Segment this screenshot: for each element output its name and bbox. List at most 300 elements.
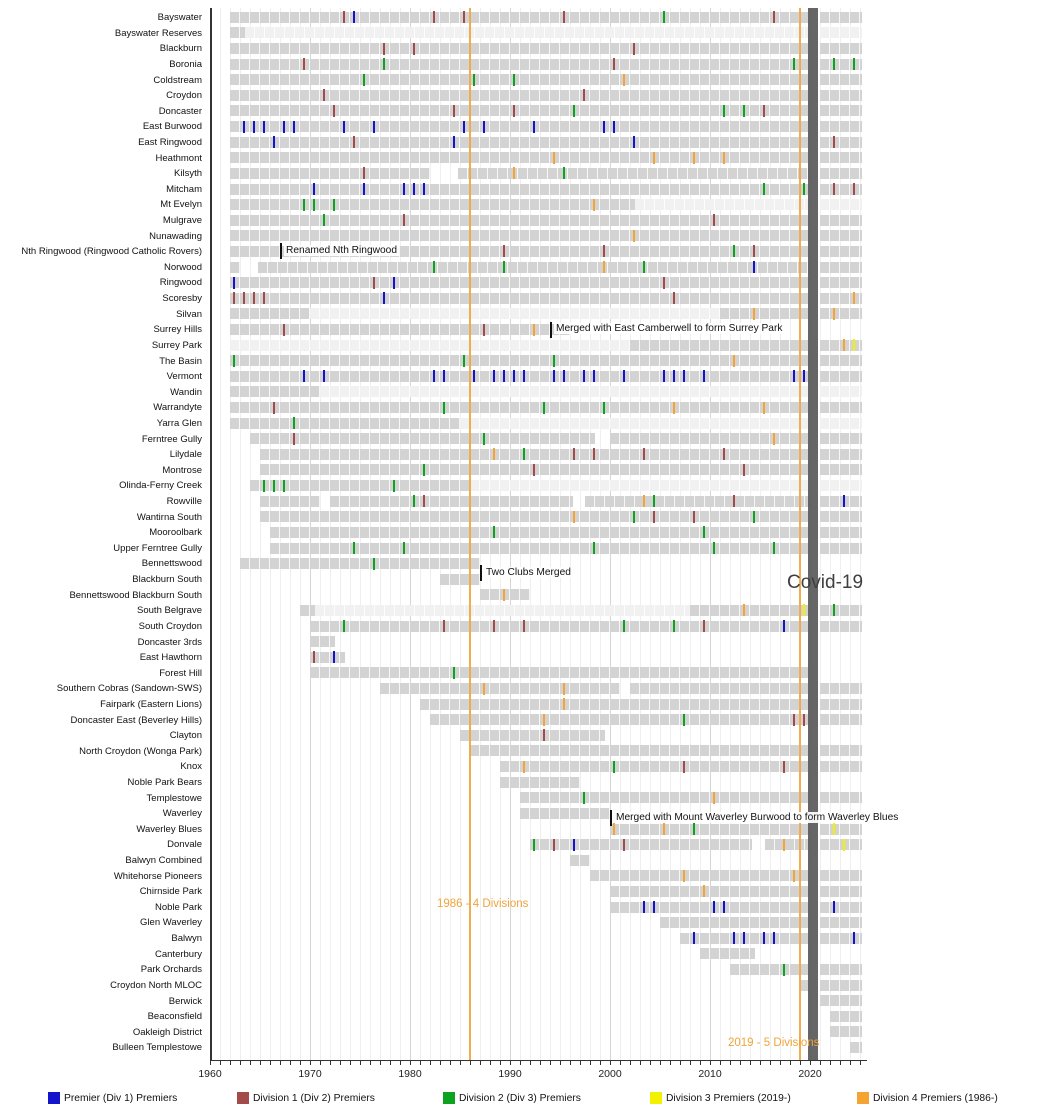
premiership-mark [413, 495, 415, 507]
premiership-mark [453, 136, 455, 148]
premiership-mark [633, 43, 635, 55]
premiership-mark [543, 729, 545, 741]
axis-tick [850, 1061, 851, 1065]
premiership-mark [293, 121, 295, 133]
axis-tick [240, 1061, 241, 1065]
premiership-mark [573, 511, 575, 523]
club-bar-segment [700, 948, 755, 959]
club-bar-segment [610, 902, 810, 913]
club-bar-segment [630, 340, 810, 351]
premiership-mark [673, 402, 675, 414]
club-label: Forest Hill [159, 667, 202, 679]
premiership-mark [633, 511, 635, 523]
club-bar-segment [820, 980, 862, 991]
premiership-mark [293, 417, 295, 429]
premiership-mark [723, 152, 725, 164]
axis-tick [840, 1061, 841, 1065]
club-bar-segment [230, 277, 810, 288]
club-bar-segment-ghost [320, 386, 810, 397]
axis-tick [740, 1061, 741, 1065]
club-bar-segment [230, 121, 810, 132]
premiership-mark [493, 370, 495, 382]
club-bar-segment [260, 511, 810, 522]
annotation-tick [280, 243, 282, 259]
club-label: Vermont [166, 371, 202, 383]
axis-tick [510, 1061, 511, 1065]
premiership-mark [753, 261, 755, 273]
club-bar-segment-ghost [820, 27, 862, 38]
premiership-mark [713, 792, 715, 804]
premiership-mark [333, 651, 335, 663]
club-bar-segment [230, 43, 810, 54]
club-bar-segment [260, 496, 320, 507]
club-bar-segment [820, 59, 862, 70]
club-label: Mitcham [166, 183, 202, 195]
premiership-mark [843, 495, 845, 507]
premiership-mark [753, 245, 755, 257]
club-bar-segment [820, 714, 862, 725]
premiership-mark [833, 183, 835, 195]
premiership-mark [653, 901, 655, 913]
club-label: Park Orchards [140, 964, 202, 976]
premiership-mark [243, 121, 245, 133]
premiership-mark [683, 870, 685, 882]
premiership-mark [663, 11, 665, 23]
club-bar-segment [230, 293, 810, 304]
club-label: Whitehorse Pioneers [113, 870, 202, 882]
club-label: Heathmont [155, 152, 202, 164]
premiership-mark [313, 651, 315, 663]
premiership-mark [533, 464, 535, 476]
axis-tick [660, 1061, 661, 1065]
legend-label: Premier (Div 1) Premiers [64, 1093, 178, 1104]
premiership-mark [273, 402, 275, 414]
premiership-mark [423, 183, 425, 195]
premiership-mark [803, 714, 805, 726]
premiership-mark [393, 277, 395, 289]
club-label: Waverley [162, 808, 202, 820]
premiership-mark [393, 480, 395, 492]
axis-tick [350, 1061, 351, 1065]
premiership-mark [283, 324, 285, 336]
club-bar-segment [440, 574, 480, 585]
premiership-mark [793, 370, 795, 382]
premiership-mark [673, 292, 675, 304]
premiership-mark [783, 964, 785, 976]
club-bar-segment [310, 652, 345, 663]
club-bar-segment [230, 308, 310, 319]
premiership-mark [513, 370, 515, 382]
premiership-mark [443, 402, 445, 414]
premiership-mark [773, 932, 775, 944]
club-bar-segment [850, 1042, 862, 1053]
axis-tick [540, 1061, 541, 1065]
axis-tick [520, 1061, 521, 1065]
premiership-mark [703, 526, 705, 538]
club-bar-segment [730, 964, 810, 975]
legend-swatch-3 [650, 1092, 662, 1104]
premiership-mark [283, 480, 285, 492]
premiership-mark [503, 589, 505, 601]
club-bar-segment [820, 792, 862, 803]
premiership-mark [503, 245, 505, 257]
club-bar-segment [500, 777, 580, 788]
club-label: Bayswater Reserves [114, 27, 202, 39]
premiership-mark [853, 292, 855, 304]
club-bar-segment [820, 745, 862, 756]
club-bar-segment [430, 714, 810, 725]
premiership-mark [323, 89, 325, 101]
club-bar-segment [820, 215, 862, 226]
club-label: Clayton [169, 730, 202, 742]
club-label: Olinda-Ferny Creek [119, 480, 202, 492]
premiership-mark [613, 58, 615, 70]
club-bar-segment [820, 152, 862, 163]
legend-label: Division 3 Premiers (2019-) [666, 1093, 791, 1104]
premiership-mark [833, 58, 835, 70]
premiership-mark [733, 495, 735, 507]
premiership-mark [523, 448, 525, 460]
club-bar-segment [310, 667, 810, 678]
club-label: Warrandyte [153, 402, 202, 414]
legend-swatch-2 [443, 1092, 455, 1104]
premiership-mark [663, 823, 665, 835]
premiership-mark [513, 167, 515, 179]
premiership-mark [523, 370, 525, 382]
annotation-text: Merged with East Camberwell to form Surrey Park [556, 323, 783, 334]
premiership-mark [713, 542, 715, 554]
club-bar-segment [310, 621, 810, 632]
axis-tick-label: 2000 [598, 1068, 622, 1080]
club-bar-segment [820, 761, 862, 772]
grid-line-year [230, 8, 231, 1060]
premiership-mark [363, 183, 365, 195]
club-bar-segment [820, 137, 862, 148]
club-bar-segment [520, 792, 810, 803]
axis-tick [630, 1061, 631, 1065]
premiership-mark [473, 370, 475, 382]
premiership-mark [453, 667, 455, 679]
axis-tick [260, 1061, 261, 1065]
premiership-mark [833, 136, 835, 148]
club-bar-segment [820, 886, 862, 897]
premiership-mark [413, 43, 415, 55]
club-bar-segment-ghost [230, 340, 630, 351]
club-bar-segment [820, 371, 862, 382]
club-bar-segment [230, 418, 460, 429]
premiership-mark [483, 324, 485, 336]
club-bar-segment [630, 683, 810, 694]
axis-tick-label: 1990 [498, 1068, 522, 1080]
axis-tick [320, 1061, 321, 1065]
club-bar-segment [230, 12, 810, 23]
premiership-mark [403, 542, 405, 554]
axis-tick [390, 1061, 391, 1065]
club-bar-segment [380, 683, 620, 694]
club-bar-segment [610, 886, 810, 897]
premiership-mark [773, 433, 775, 445]
club-label: Bulleen Templestowe [112, 1042, 202, 1054]
club-bar-segment [470, 745, 810, 756]
club-bar-segment [230, 355, 810, 366]
premiership-mark [473, 74, 475, 86]
axis-tick [450, 1061, 451, 1065]
club-bar-segment [585, 496, 810, 507]
premiership-mark [463, 121, 465, 133]
premiership-mark [453, 105, 455, 117]
club-bar-segment [230, 184, 810, 195]
club-bar-segment [820, 605, 862, 616]
premiership-mark [533, 324, 535, 336]
premiership-mark [783, 839, 785, 851]
premiership-mark [583, 89, 585, 101]
club-label: Waverley Blues [136, 823, 202, 835]
premiership-mark [753, 511, 755, 523]
club-label: Mooroolbark [149, 527, 202, 539]
premiership-mark [643, 448, 645, 460]
premiership-mark [733, 355, 735, 367]
club-label: Wantirna South [136, 511, 202, 523]
premiership-mark [773, 542, 775, 554]
club-label: South Belgrave [137, 605, 202, 617]
premiership-mark [263, 292, 265, 304]
club-bar-segment [820, 168, 862, 179]
club-bar-segment [240, 558, 480, 569]
premiership-mark [703, 885, 705, 897]
club-bar-segment [260, 449, 810, 460]
premiership-mark [513, 74, 515, 86]
premiership-mark [293, 433, 295, 445]
premiership-mark [303, 58, 305, 70]
axis-tick [420, 1061, 421, 1065]
premiership-mark [383, 58, 385, 70]
club-label: Blackburn [159, 43, 202, 55]
axis-tick [670, 1061, 671, 1065]
premiership-mark [483, 121, 485, 133]
premiership-mark [743, 604, 745, 616]
annotation-tick [550, 322, 552, 338]
premiership-mark [613, 823, 615, 835]
premiership-mark [663, 277, 665, 289]
club-bar-segment-ghost [470, 480, 810, 491]
premiership-mark [243, 292, 245, 304]
club-bar-segment [420, 699, 810, 710]
premiership-mark [593, 542, 595, 554]
axis-tick [480, 1061, 481, 1065]
premiership-mark [693, 932, 695, 944]
club-bar-segment [260, 464, 810, 475]
premiership-mark [563, 167, 565, 179]
premiership-mark [423, 495, 425, 507]
premiership-mark [673, 370, 675, 382]
premiership-mark [413, 183, 415, 195]
premiership-mark [613, 121, 615, 133]
club-bar-segment [830, 1026, 862, 1037]
club-bar-segment [270, 543, 810, 554]
club-bar-segment [820, 340, 862, 351]
axis-tick [430, 1061, 431, 1065]
premiership-mark [683, 761, 685, 773]
club-bar-segment [610, 433, 810, 444]
club-bar-segment [230, 90, 810, 101]
premiership-mark [563, 11, 565, 23]
legend-swatch-1 [237, 1092, 249, 1104]
premiership-mark [833, 604, 835, 616]
premiership-mark [553, 355, 555, 367]
club-bar-segment [570, 855, 590, 866]
premiership-mark [803, 604, 805, 616]
club-bar-segment [230, 199, 635, 210]
club-label: South Croydon [138, 620, 202, 632]
club-label: Croydon North MLOC [110, 979, 202, 991]
axis-tick-label: 1980 [398, 1068, 422, 1080]
premiership-mark [323, 214, 325, 226]
club-label: Noble Park Bears [127, 776, 202, 788]
premiership-mark [853, 183, 855, 195]
premiership-mark [673, 620, 675, 632]
premiership-mark [713, 214, 715, 226]
club-bar-segment [820, 496, 862, 507]
premiership-mark [683, 714, 685, 726]
club-label: Wandin [170, 386, 202, 398]
premiership-mark [753, 308, 755, 320]
club-bar-segment [230, 262, 240, 273]
era-label-1986: 1986 - 4 Divisions [437, 898, 529, 910]
axis-tick [730, 1061, 731, 1065]
era-line-2019 [799, 8, 801, 1060]
axis-tick [500, 1061, 501, 1065]
premiership-mark [763, 932, 765, 944]
premiership-mark [603, 121, 605, 133]
premiership-mark [853, 58, 855, 70]
premiership-mark [513, 105, 515, 117]
club-bar-segment [690, 605, 810, 616]
axis-tick [210, 1061, 211, 1065]
premiership-mark [503, 261, 505, 273]
premiership-mark [273, 480, 275, 492]
premiership-mark [433, 261, 435, 273]
club-bar-segment [830, 1011, 862, 1022]
covid-band [808, 8, 818, 1060]
covid-label: Covid-19 [787, 572, 864, 593]
club-bar-segment [310, 636, 335, 647]
club-bar-segment [230, 59, 810, 70]
premiership-mark [423, 464, 425, 476]
club-label: Doncaster [158, 105, 202, 117]
club-label: Montrose [162, 464, 202, 476]
club-bar-segment [820, 464, 862, 475]
premiership-mark [683, 370, 685, 382]
axis-tick [300, 1061, 301, 1065]
axis-tick [230, 1061, 231, 1065]
club-bar-segment [230, 168, 430, 179]
club-bar-segment [460, 730, 605, 741]
premiership-mark [253, 292, 255, 304]
premiership-mark [763, 105, 765, 117]
premiership-mark [803, 370, 805, 382]
premiership-mark [733, 932, 735, 944]
premiership-mark [743, 105, 745, 117]
legend-label: Division 4 Premiers (1986-) [873, 1093, 998, 1104]
era-label-2019: 2019 - 5 Divisions [728, 1037, 820, 1049]
premiership-mark [643, 901, 645, 913]
club-label: Bennettswood [141, 558, 202, 570]
club-bar-segment [230, 324, 570, 335]
club-bar-segment [820, 293, 862, 304]
club-label: Doncaster East (Beverley Hills) [70, 714, 202, 726]
club-bar-segment [820, 964, 862, 975]
grid-line-year [220, 8, 221, 1060]
club-label: Rowville [166, 496, 202, 507]
premiership-mark [543, 714, 545, 726]
club-bar-segment [300, 605, 315, 616]
premiership-mark [373, 558, 375, 570]
premiership-mark [793, 58, 795, 70]
premiership-mark [363, 167, 365, 179]
club-bar-segment [230, 230, 810, 241]
axis-tick-label: 1960 [198, 1068, 222, 1080]
club-bar-segment [820, 870, 862, 881]
legend-swatch-P [48, 1092, 60, 1104]
club-bar-segment [480, 589, 530, 600]
premiership-mark [853, 932, 855, 944]
premiership-mark [253, 121, 255, 133]
club-bar-segment [230, 74, 810, 85]
club-label: Southern Cobras (Sandown-SWS) [56, 683, 202, 695]
premiership-mark [593, 199, 595, 211]
club-label: Beaconsfield [147, 1011, 202, 1023]
premiership-mark [623, 839, 625, 851]
premiership-mark [643, 495, 645, 507]
annotation-tick [480, 565, 482, 581]
axis-tick [570, 1061, 571, 1065]
axis-tick [360, 1061, 361, 1065]
club-bar-segment [230, 27, 245, 38]
axis-tick [810, 1061, 811, 1065]
premiership-mark [643, 261, 645, 273]
club-bar-segment [270, 527, 810, 538]
club-bar-segment [820, 933, 862, 944]
club-bar-segment [820, 90, 862, 101]
premiership-mark [833, 823, 835, 835]
premiership-mark [233, 355, 235, 367]
axis-tick [330, 1061, 331, 1065]
club-label: Silvan [176, 308, 202, 320]
premiership-mark [783, 620, 785, 632]
club-bar-segment [820, 277, 862, 288]
club-bar-segment [820, 105, 862, 116]
premiership-mark [693, 823, 695, 835]
premiership-mark [793, 714, 795, 726]
premiership-mark [483, 433, 485, 445]
club-label: Boronia [169, 58, 202, 70]
club-bar-segment [250, 433, 595, 444]
annotation-text: Two Clubs Merged [486, 566, 571, 578]
premiership-mark [313, 199, 315, 211]
axis-tick [280, 1061, 281, 1065]
premiership-mark [713, 901, 715, 913]
club-label: Donvale [167, 839, 202, 851]
club-bar-segment [230, 137, 810, 148]
club-bar-segment [680, 933, 810, 944]
legend-label: Division 1 (Div 2) Premiers [253, 1093, 375, 1104]
club-bar-segment [820, 355, 862, 366]
premiership-mark [303, 370, 305, 382]
club-bar-segment [660, 917, 810, 928]
club-label: Canterbury [155, 948, 202, 960]
premiership-mark [693, 511, 695, 523]
club-label: Nunawading [149, 230, 202, 242]
